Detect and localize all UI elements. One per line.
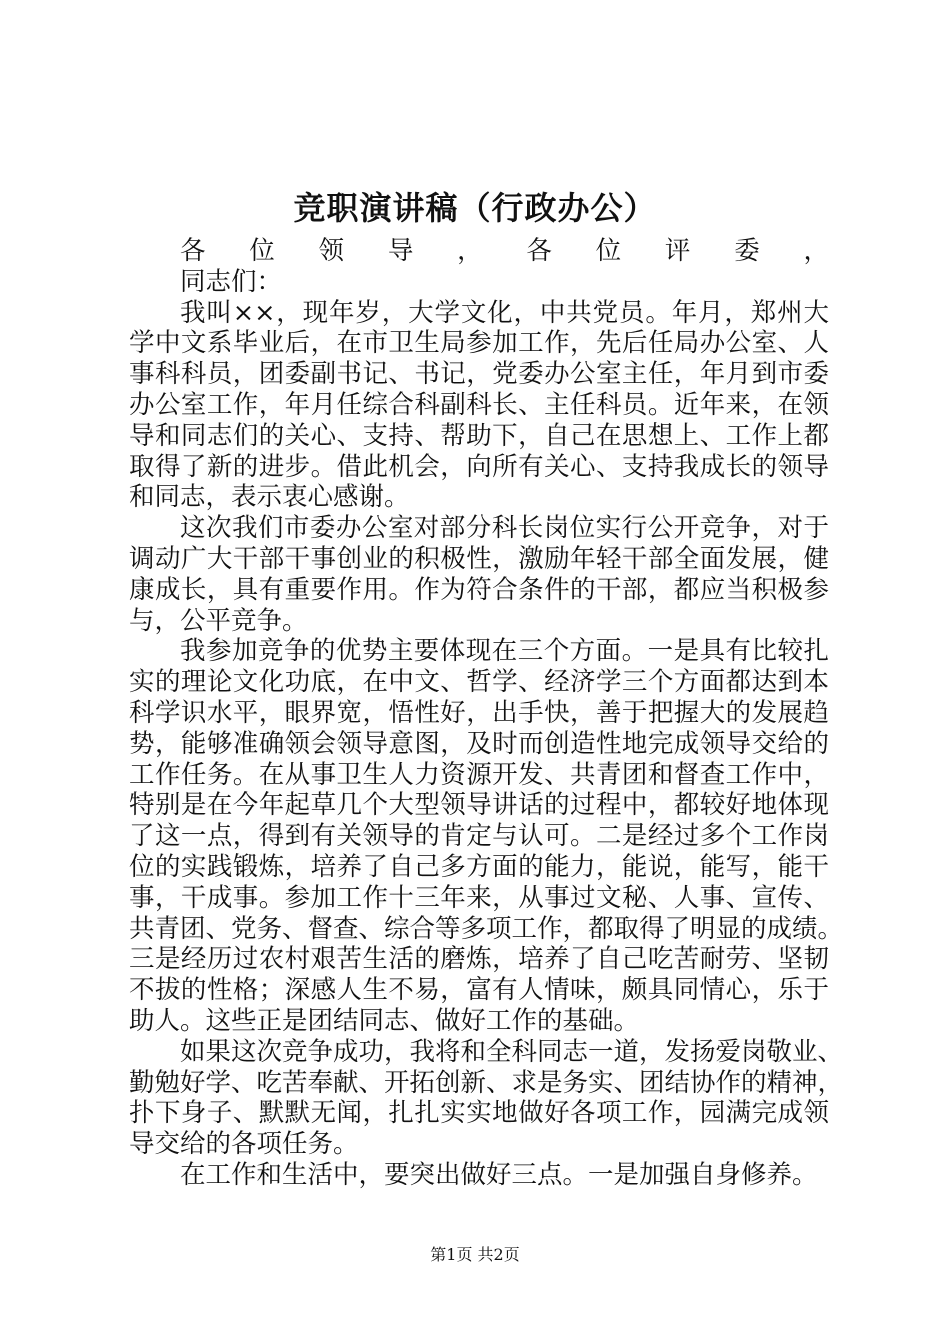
body-line: 势，能够准确领会领导意图，及时而创造性地完成领导交给的 — [129, 728, 829, 759]
body-line: 同志们： — [180, 266, 283, 297]
body-line: 学中文系毕业后，在市卫生局参加工作，先后任局办公室、人 — [129, 328, 829, 359]
body-line: 调动广大干部干事创业的积极性，激励年轻干部全面发展，健 — [129, 543, 829, 574]
body-line: 这次我们市委办公室对部分科长岗位实行公开竞争，对于 — [180, 513, 829, 544]
body-line: 我参加竞争的优势主要体现在三个方面。一是具有比较扎 — [180, 636, 829, 667]
body-line: 科学识水平，眼界宽，悟性好，出手快，善于把握大的发展趋 — [129, 697, 829, 728]
body-line: 不拔的性格；深感人生不易，富有人情味，颇具同情心，乐于 — [129, 975, 829, 1006]
body-line: 事，干成事。参加工作十三年来，从事过文秘、人事、宣传、 — [129, 882, 829, 913]
body-line: 办公室工作，年月任综合科副科长、主任科员。近年来，在领 — [129, 389, 829, 420]
body-line: 实的理论文化功底，在中文、哲学、经济学三个方面都达到本 — [129, 667, 829, 698]
body-line: 导交给的各项任务。 — [129, 1129, 359, 1160]
body-line: 事科科员，团委副书记、书记，党委办公室主任，年月到市委 — [129, 359, 829, 390]
body-line: 位的实践锻炼，培养了自己多方面的能力，能说，能写，能干 — [129, 851, 829, 882]
body-line: 取得了新的进步。借此机会，向所有关心、支持我成长的领导 — [129, 451, 829, 482]
body-line: 与，公平竞争。 — [129, 605, 308, 636]
body-line: 康成长，具有重要作用。作为符合条件的干部，都应当积极参 — [129, 574, 829, 605]
body-line: 扑下身子、默默无闻，扎扎实实地做好各项工作，园满完成领 — [129, 1098, 829, 1129]
body-line: 导和同志们的关心、支持、帮助下，自己在思想上、工作上都 — [129, 420, 829, 451]
body-line: 三是经历过农村艰苦生活的磨炼，培养了自己吃苦耐劳、坚韧 — [129, 944, 829, 975]
body-line: 了这一点，得到有关领导的肯定与认可。二是经过多个工作岗 — [129, 821, 829, 852]
document-title: 竞职演讲稿（行政办公） — [293, 189, 657, 227]
document-body — [129, 236, 844, 1191]
body-line: 特别是在今年起草几个大型领导讲话的过程中，都较好地体现 — [129, 790, 829, 821]
body-line: 如果这次竞争成功，我将和全科同志一道，发扬爱岗敬业、 — [180, 1036, 844, 1067]
body-line: 我叫××，现年岁，大学文化，中共党员。年月，郑州大 — [180, 297, 829, 328]
page-footer: 第1页 共2页 — [430, 1245, 520, 1264]
body-line: 在工作和生活中，要突出做好三点。一是加强自身修养。 — [180, 1159, 818, 1190]
body-line: 各位领导，各位评委， — [180, 236, 829, 266]
body-line: 共青团、党务、督查、综合等多项工作，都取得了明显的成绩。 — [129, 913, 844, 944]
body-line: 勤勉好学、吃苦奉献、开拓创新、求是务实、团结协作的精神， — [129, 1067, 844, 1098]
body-line: 助人。这些正是团结同志、做好工作的基础。 — [129, 1005, 640, 1036]
body-line: 和同志，表示衷心感谢。 — [129, 482, 410, 513]
body-line: 工作任务。在从事卫生人力资源开发、共青团和督查工作中， — [129, 759, 829, 790]
